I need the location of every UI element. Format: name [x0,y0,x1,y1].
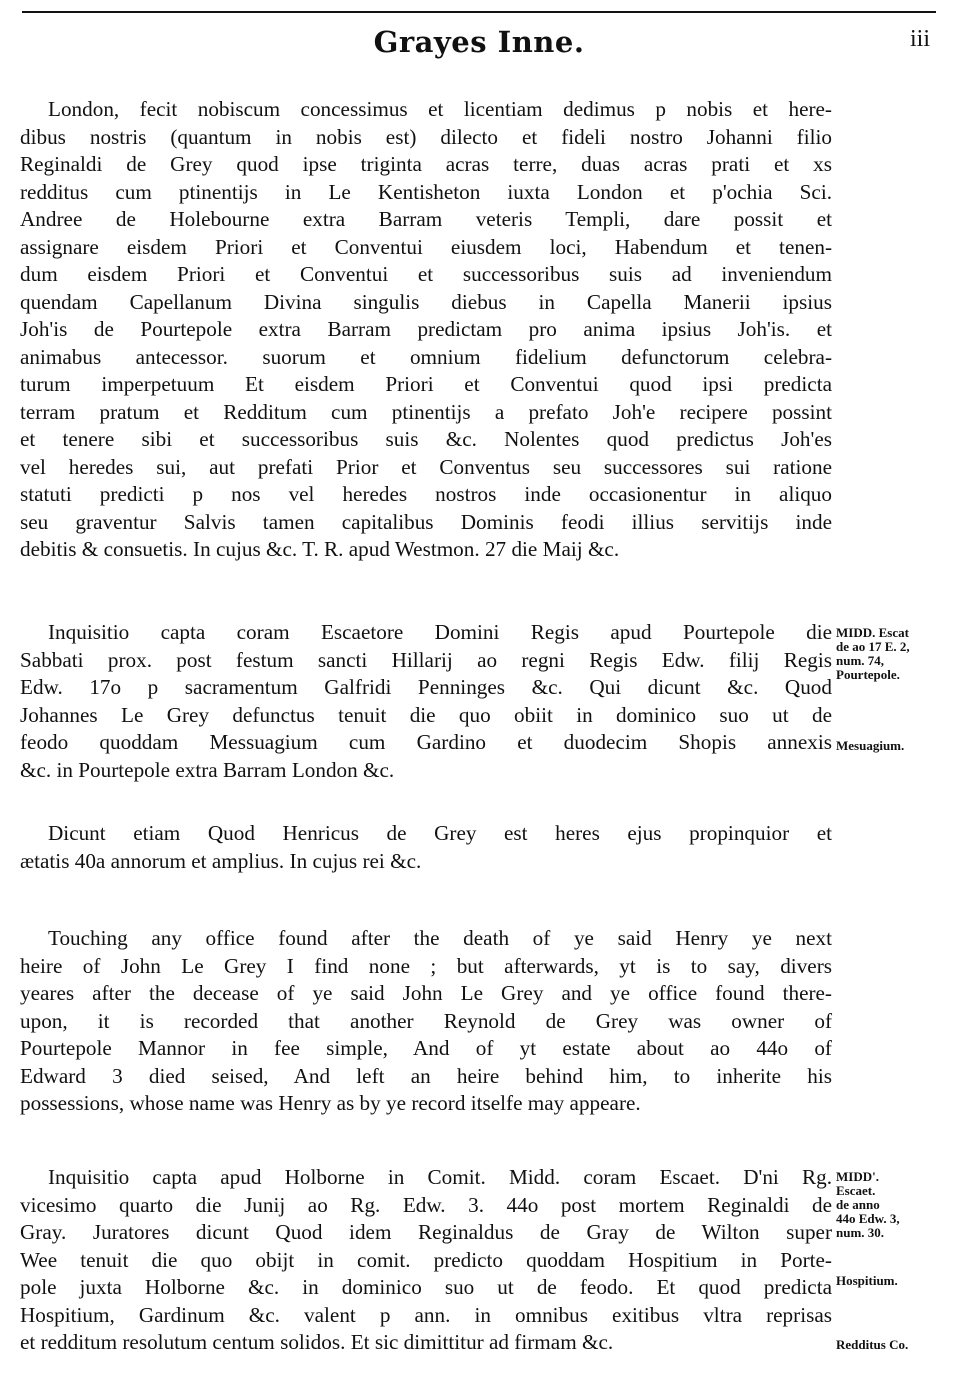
text-line: ætatis 40a annorum et amplius. In cujus rei &c. [20,848,422,873]
margin-note-midd-escat [836,626,954,682]
text-line: Johannes Le Grey defunctus tenuit die quo obiit in dominico suo ut de [20,702,832,727]
paragraph-inquisitio-pourtepole [20,619,832,784]
header-rule [22,11,936,13]
text-line: Touching any office found after the death of ye said Henry ye next [48,926,832,950]
text-line: Reginaldi de Grey quod ipse triginta acras terre, duas acras prati et xs [20,152,832,176]
text-line: pole juxta Holborne &c. in dominico suo ut de feodo. Et quod predicta [20,1275,832,1299]
text-line: quendam Capellanum Divina singulis diebus in Capella Manerii ipsius [20,289,832,314]
margin-note-line: MIDD'. [836,1169,879,1184]
margin-note-mesuagium [836,739,954,753]
text-line: London, fecit nobiscum concessimus et licentiam dedimus p nobis et here- [48,97,832,121]
margin-note-line: num. 30. [836,1225,885,1240]
text-line: et tenere sibi et successoribus suis &c. Nolentes quod predictus Joh'es [20,427,832,451]
page-title: Grayes Inne. [373,25,585,59]
text-line: assignare eisdem Priori et Conventui eiusdem loci, Habendum et tenen- [20,234,832,259]
text-line: dum eisdem Priori et Conventui et successoribus suis ad inveniendum [20,262,832,286]
text-line: Edw. 17o p sacramentum Galfridi Penninges &c. Qui dicunt &c. Quod [20,675,832,699]
margin-note-line: Pourtepole. [836,667,900,682]
text-line: heire of John Le Grey I find none ; but afterwards, yt is to say, divers [20,953,832,978]
text-line: Sabbati prox. post festum sancti Hillarij ao regni Regis Edw. filij Regis [20,647,832,672]
running-head [22,22,936,62]
text-line: Pourtepole Mannor in fee simple, And of yt estate about ao 44o of [20,1036,832,1060]
text-line: terram pratum et Redditum cum ptinentijs a prefato Joh'e recipere possint [20,399,832,424]
margin-note-line: Redditus Co. [836,1337,909,1352]
text-line: Inquisitio capta apud Holborne in Comit. Midd. coram Escaet. D'ni Rg. [48,1165,832,1189]
text-line: feodo quoddam Messuagium cum Gardino et duodecim Shopis annexis [20,730,832,754]
text-line: Joh'is de Pourtepole extra Barram predictam pro anima ipsius Joh'is. et [20,317,832,341]
margin-note-line: 44o Edw. 3, [836,1211,900,1226]
margin-note-line: Hospitium. [836,1273,898,1288]
margin-note-line: de anno [836,1197,880,1212]
text-line: Inquisitio capta coram Escaetore Domini Regis apud Pourtepole die [48,620,832,644]
text-line: dibus nostris (quantum in nobis est) dilecto et fideli nostro Johanni filio [20,124,832,149]
text-line: animabus antecessor. suorum et omnium fidelium defunctorum celebra- [20,344,832,369]
text-line: Andree de Holebourne extra Barram veteris Templi, dare possit et [20,207,832,231]
paragraph-dicunt-etiam [20,820,832,875]
margin-note-line: MIDD. Escat [836,625,909,640]
margin-note-line: Mesuagium. [836,738,905,753]
text-line: debitis & consuetis. In cujus &c. T. R. apud Westmon. 27 die Maij &c. [20,537,620,561]
text-line: Gray. Juratores dicunt Quod idem Reginaldus de Gray de Wilton super [20,1220,832,1244]
text-line: vicesimo quarto die Junij ao Rg. Edw. 3. 44o post mortem Reginaldi de [20,1192,832,1217]
paragraph-letters-patent [20,96,832,564]
text-line: vel heredes sui, aut prefati Prior et Conventus seu successores sui ratione [20,454,832,479]
text-line: seu graventur Salvis tamen capitalibus Dominis feodi illius servitijs inde [20,509,832,534]
text-line: et redditum resolutum centum solidos. Et sic dimittitur ad firmam &c. [20,1330,614,1354]
text-line: upon, it is recorded that another Reynold de Grey was owner of [20,1008,832,1033]
margin-note-line: Escaet. [836,1183,876,1198]
margin-note-line: num. 74, [836,653,885,668]
text-line: statuti predicti p nos vel heredes nostros inde occasionentur in aliquo [20,482,832,506]
text-line: turum imperpetuum Et eisdem Priori et Conventui quod ipsi predicta [20,372,832,396]
margin-note-midd-escaet [836,1170,954,1240]
margin-note-redditus [836,1338,954,1352]
paragraph-touching-any-office [20,925,832,1118]
text-line: possessions, whose name was Henry as by ye record itselfe may appeare. [20,1091,641,1115]
text-line: yeares after the decease of ye said John Le Grey and ye office found there- [20,981,832,1005]
text-line: redditus cum ptinentijs in Le Kentisheton iuxta London et p'ochia Sci. [20,179,832,204]
text-line: &c. in Pourtepole extra Barram London &c. [20,757,395,782]
text-line: Wee tenuit die quo obijt in comit. predicto quoddam Hospitium in Porte- [20,1247,832,1272]
paragraph-inquisitio-holborne [20,1164,832,1357]
margin-note-hospitium [836,1274,954,1288]
text-line: Hospitium, Gardinum &c. valent p ann. in omnibus exitibus vltra reprisas [20,1302,832,1327]
text-line: Dicunt etiam Quod Henricus de Grey est heres ejus propinquior et [48,821,832,845]
page-number: iii [909,26,930,52]
text-line: Edward 3 died seised, And left an heire behind him, to inherite his [20,1063,832,1088]
margin-note-line: de ao 17 E. 2, [836,639,910,654]
